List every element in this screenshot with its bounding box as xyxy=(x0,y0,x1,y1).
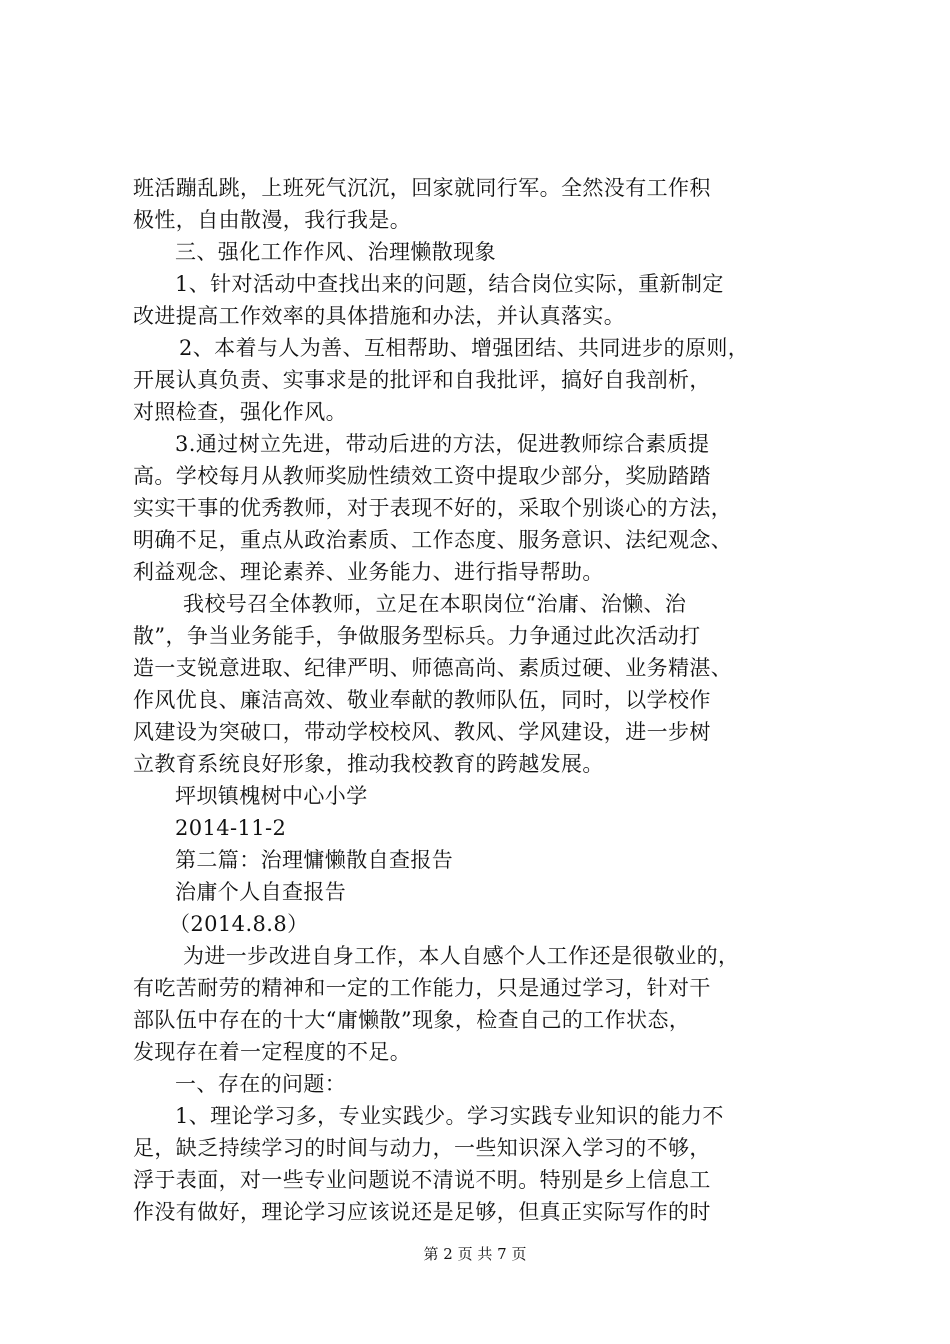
text-line: 开展认真负责、实事求是的批评和自我批评，搞好自我剖析， xyxy=(133,368,711,392)
text-line: 部队伍中存在的十大“庸懒散”现象，检查自己的工作状态， xyxy=(133,1008,691,1032)
text-line: 班活蹦乱跳，上班死气沉沉，回家就同行军。全然没有工作积 xyxy=(133,176,711,200)
text-line: 为进一步改进自身工作，本人自感个人工作还是很敬业的， xyxy=(183,944,740,968)
text-line: 作没有做好，理论学习应该说还是足够，但真正实际写作的时 xyxy=(133,1200,711,1224)
text-line: 风建设为突破口，带动学校校风、教风、学风建设，进一步树 xyxy=(133,720,711,744)
section-heading: 一、存在的问题： xyxy=(175,1072,347,1096)
text-line: 造一支锐意进取、纪律严明、师德高尚、素质过硬、业务精湛、 xyxy=(133,656,733,680)
report-title: 治庸个人自查报告 xyxy=(175,880,347,904)
text-line: 2、本着与人为善、互相帮助、增强团结、共同进步的原则， xyxy=(179,336,750,360)
text-line: 我校号召全体教师，立足在本职岗位“治庸、治懒、治 xyxy=(183,592,687,616)
signature-date: 2014-11-2 xyxy=(175,816,287,840)
text-line: 改进提高工作效率的具体措施和办法，并认真落实。 xyxy=(133,304,626,328)
section-heading: 三、强化工作作风、治理懒散现象 xyxy=(175,240,496,264)
text-line: 浮于表面，对一些专业问题说不清说不明。特别是乡上信息工 xyxy=(133,1168,711,1192)
text-line: 1、理论学习多，专业实践少。学习实践专业知识的能力不 xyxy=(175,1104,724,1128)
text-line: 散”，争当业务能手，争做服务型标兵。力争通过此次活动打 xyxy=(133,624,701,648)
report-date: （2014.8.8） xyxy=(169,912,309,936)
chapter-title: 第二篇：治理慵懒散自查报告 xyxy=(175,848,454,872)
text-line: 发现存在着一定程度的不足。 xyxy=(133,1040,412,1064)
text-line: 实实干事的优秀教师，对于表现不好的，采取个别谈心的方法， xyxy=(133,496,733,520)
document-body xyxy=(133,172,833,1228)
text-line: 有吃苦耐劳的精神和一定的工作能力，只是通过学习，针对干 xyxy=(133,976,711,1000)
text-line: 立教育系统良好形象，推动我校教育的跨越发展。 xyxy=(133,752,604,776)
text-line: 对照检查，强化作风。 xyxy=(133,400,347,424)
page-number-footer: 第 2 页 共 7 页 xyxy=(423,1245,527,1263)
signature-school: 坪坝镇槐树中心小学 xyxy=(175,784,368,808)
text-line: 极性，自由散漫，我行我是。 xyxy=(133,208,412,232)
text-line: 明确不足，重点从政治素质、工作态度、服务意识、法纪观念、 xyxy=(133,528,733,552)
text-line: 3.通过树立先进，带动后进的方法，促进教师综合素质提 xyxy=(175,432,710,456)
text-line: 1、针对活动中查找出来的问题，结合岗位实际，重新制定 xyxy=(175,272,724,296)
text-line: 作风优良、廉洁高效、敬业奉献的教师队伍，同时，以学校作 xyxy=(133,688,711,712)
text-line: 利益观念、理论素养、业务能力、进行指导帮助。 xyxy=(133,560,604,584)
text-line: 足，缺乏持续学习的时间与动力，一些知识深入学习的不够， xyxy=(133,1136,711,1160)
text-line: 高。学校每月从教师奖励性绩效工资中提取少部分，奖励踏踏 xyxy=(133,464,711,488)
